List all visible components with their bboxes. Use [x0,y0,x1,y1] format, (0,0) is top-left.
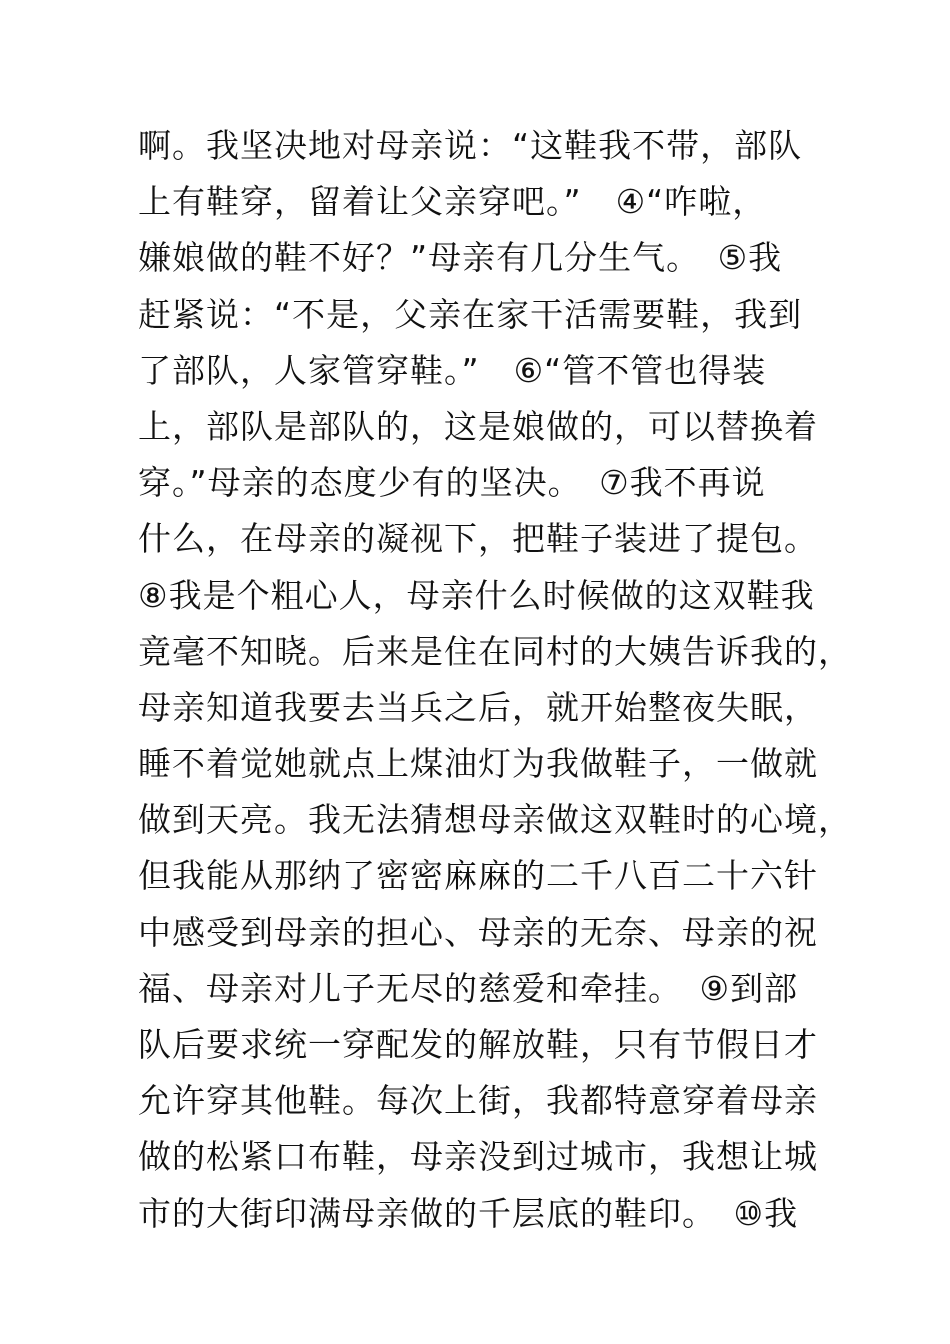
text-line: 做到天亮。我无法猜想母亲做这双鞋时的心境， [138,800,852,840]
text-line: 福、母亲对儿子无尽的慈爱和牵挂。 ⑨到部 [138,968,799,1008]
text-line: 母亲知道我要去当兵之后，就开始整夜失眠， [138,687,818,727]
text-line: 竟毫不知晓。后来是住在同村的大姨告诉我的， [138,631,852,671]
text-line: 但我能从那纳了密密麻麻的二千八百二十六针 [138,856,818,896]
text-line: 睡不着觉她就点上煤油灯为我做鞋子，一做就 [138,744,818,784]
body-text [138,118,852,1242]
text-line: 允许穿其他鞋。每次上街，我都特意穿着母亲 [138,1081,818,1121]
text-line: 上，部队是部队的，这是娘做的，可以替换着 [138,406,818,446]
text-line: 中感受到母亲的担心、母亲的无奈、母亲的祝 [138,912,818,952]
text-line: 了部队，人家管穿鞋。” ⑥“管不管也得装 [138,350,767,390]
text-line: 上有鞋穿，留着让父亲穿吧。” ④“咋啦， [138,182,767,222]
text-line: 市的大街印满母亲做的千层底的鞋印。 ⑩我 [138,1193,799,1233]
text-line: 什么，在母亲的凝视下，把鞋子装进了提包。 [138,519,818,559]
text-line: 队后要求统一穿配发的解放鞋，只有节假日才 [138,1025,818,1064]
text-line: 做的松紧口布鞋，母亲没到过城市，我想让城 [138,1137,818,1177]
text-line: 赶紧说：“不是，父亲在家干活需要鞋，我到 [138,294,803,334]
text-line: 穿。”母亲的态度少有的坚决。 ⑦我不再说 [138,463,766,503]
text-line: ⑧我是个粗心人，母亲什么时候做的这双鞋我 [138,575,815,615]
text-line: 啊。我坚决地对母亲说：“这鞋我不带，部队 [138,126,803,165]
text-line: 嫌娘做的鞋不好？”母亲有几分生气。 ⑤我 [138,238,783,278]
